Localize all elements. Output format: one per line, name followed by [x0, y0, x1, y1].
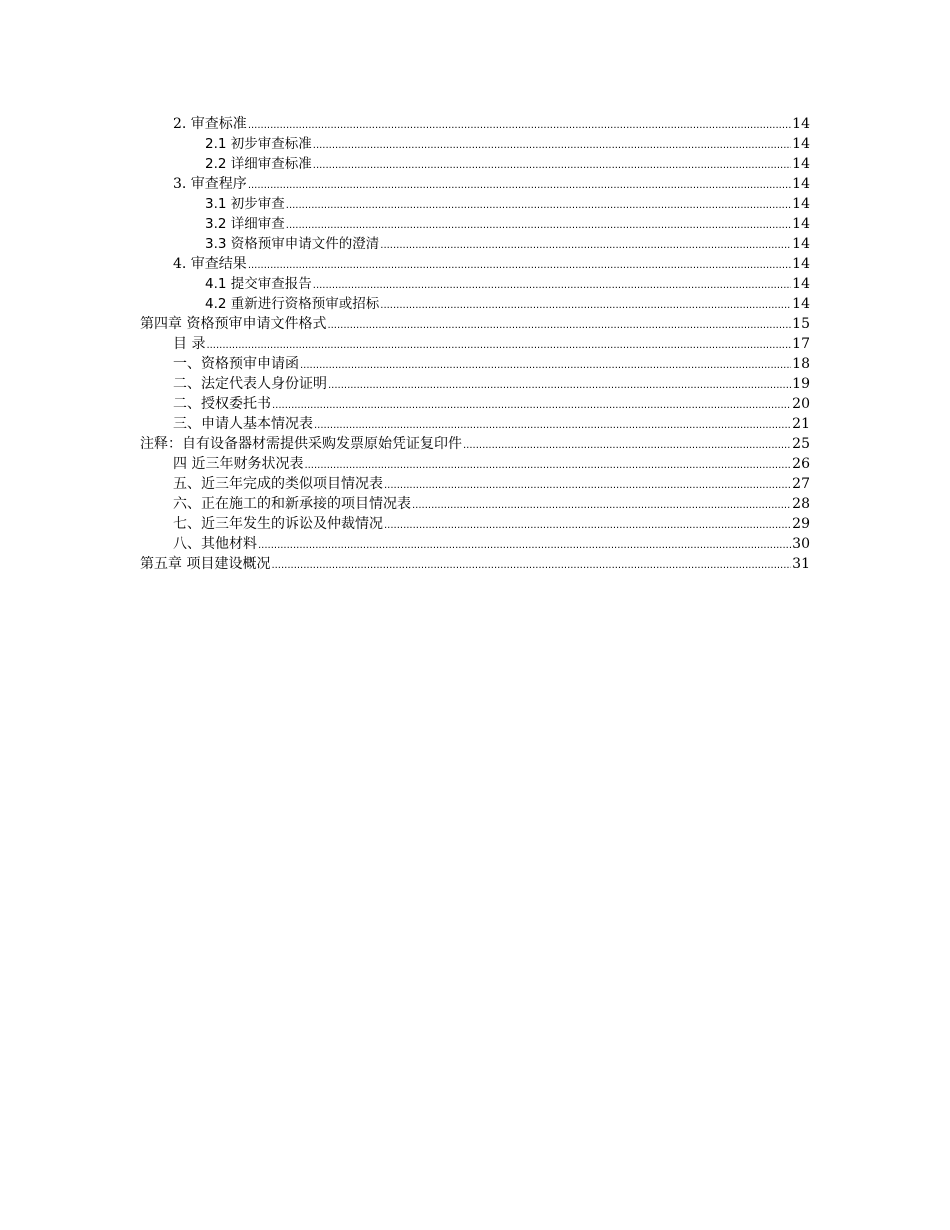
toc-entry-page: 14	[792, 296, 810, 312]
toc-entry-page: 14	[792, 156, 810, 172]
toc-leader-dots	[313, 138, 791, 154]
toc-entry-title: 4.2 重新进行资格预审或招标	[205, 296, 380, 312]
toc-leader-dots	[206, 338, 791, 354]
toc-entry-title: 八、其他材料	[173, 536, 257, 552]
toc-entry-page: 27	[792, 476, 810, 492]
toc-entry[interactable]	[140, 454, 810, 474]
toc-entry-page: 14	[792, 236, 810, 252]
toc-entry-page: 26	[792, 456, 810, 472]
toc-entry[interactable]	[140, 114, 810, 134]
table-of-contents	[140, 114, 810, 574]
toc-leader-dots	[328, 378, 791, 394]
toc-entry[interactable]	[140, 274, 810, 294]
toc-entry[interactable]	[140, 254, 810, 274]
toc-leader-dots	[248, 178, 791, 194]
toc-entry[interactable]	[140, 374, 810, 394]
toc-leader-dots	[272, 398, 791, 414]
toc-entry-page: 14	[792, 216, 810, 232]
toc-entry-title: 2.2 详细审查标准	[205, 156, 312, 172]
toc-leader-dots	[286, 218, 791, 234]
toc-entry[interactable]	[140, 354, 810, 374]
toc-entry-title: 3. 审查程序	[173, 176, 247, 192]
toc-entry-title: 4. 审查结果	[173, 256, 247, 272]
toc-entry[interactable]	[140, 294, 810, 314]
toc-entry[interactable]	[140, 174, 810, 194]
toc-entry-page: 17	[792, 336, 810, 352]
toc-entry-title: 第四章 资格预审申请文件格式	[140, 316, 327, 332]
toc-entry[interactable]	[140, 474, 810, 494]
toc-entry[interactable]	[140, 234, 810, 254]
toc-entry-page: 21	[792, 416, 810, 432]
toc-entry-title: 3.2 详细审查	[205, 216, 285, 232]
toc-entry-title: 4.1 提交审查报告	[205, 276, 312, 292]
toc-entry[interactable]	[140, 494, 810, 514]
toc-entry[interactable]	[140, 134, 810, 154]
toc-leader-dots	[304, 458, 791, 474]
toc-entry[interactable]	[140, 434, 810, 454]
toc-entry[interactable]	[140, 334, 810, 354]
toc-entry[interactable]	[140, 414, 810, 434]
toc-leader-dots	[380, 238, 791, 254]
toc-entry-title: 三、申请人基本情况表	[173, 416, 313, 432]
toc-leader-dots	[380, 298, 791, 314]
toc-entry-page: 14	[792, 116, 810, 132]
toc-entry-page: 30	[792, 536, 810, 552]
toc-entry-title: 2. 审查标准	[173, 116, 247, 132]
toc-entry-page: 20	[792, 396, 810, 412]
toc-entry-page: 14	[792, 136, 810, 152]
toc-entry-page: 28	[792, 496, 810, 512]
toc-entry-page: 14	[792, 176, 810, 192]
toc-leader-dots	[412, 498, 791, 514]
toc-entry-page: 14	[792, 276, 810, 292]
toc-entry[interactable]	[140, 214, 810, 234]
toc-entry-title: 目 录	[173, 336, 206, 352]
toc-leader-dots	[313, 158, 791, 174]
toc-leader-dots	[327, 318, 791, 334]
toc-entry-title: 二、法定代表人身份证明	[173, 376, 327, 392]
toc-entry-page: 14	[792, 256, 810, 272]
toc-leader-dots	[286, 198, 791, 214]
toc-entry-title: 四 近三年财务状况表	[173, 456, 304, 472]
toc-entry[interactable]	[140, 534, 810, 554]
toc-entry[interactable]	[140, 154, 810, 174]
toc-entry-title: 七、近三年发生的诉讼及仲裁情况	[173, 516, 383, 532]
toc-leader-dots	[248, 118, 791, 134]
toc-leader-dots	[271, 558, 791, 574]
toc-entry-title: 2.1 初步审查标准	[205, 136, 312, 152]
toc-entry[interactable]	[140, 394, 810, 414]
toc-leader-dots	[314, 418, 791, 434]
toc-entry-page: 29	[792, 516, 810, 532]
toc-leader-dots	[258, 538, 791, 554]
toc-leader-dots	[463, 438, 791, 454]
toc-entry-page: 14	[792, 196, 810, 212]
toc-entry-title: 五、近三年完成的类似项目情况表	[173, 476, 383, 492]
toc-entry-title: 3.3 资格预审申请文件的澄清	[205, 236, 380, 252]
toc-entry-page: 25	[792, 436, 810, 452]
toc-entry-page: 15	[792, 316, 810, 332]
toc-entry-title: 注释：自有设备器材需提供采购发票原始凭证复印件	[140, 436, 462, 452]
toc-entry-title: 二、授权委托书	[173, 396, 271, 412]
toc-leader-dots	[248, 258, 791, 274]
toc-entry[interactable]	[140, 314, 810, 334]
toc-entry-page: 19	[792, 376, 810, 392]
toc-entry[interactable]	[140, 514, 810, 534]
toc-entry-title: 第五章 项目建设概况	[140, 556, 271, 572]
toc-entry-title: 一、资格预审申请函	[173, 356, 299, 372]
toc-leader-dots	[384, 478, 791, 494]
toc-entry-page: 18	[792, 356, 810, 372]
toc-entry-title: 六、正在施工的和新承接的项目情况表	[173, 496, 411, 512]
toc-leader-dots	[384, 518, 791, 534]
toc-entry[interactable]	[140, 194, 810, 214]
toc-entry[interactable]	[140, 554, 810, 574]
toc-leader-dots	[300, 358, 791, 374]
toc-entry-title: 3.1 初步审查	[205, 196, 285, 212]
toc-leader-dots	[313, 278, 791, 294]
toc-entry-page: 31	[792, 556, 810, 572]
